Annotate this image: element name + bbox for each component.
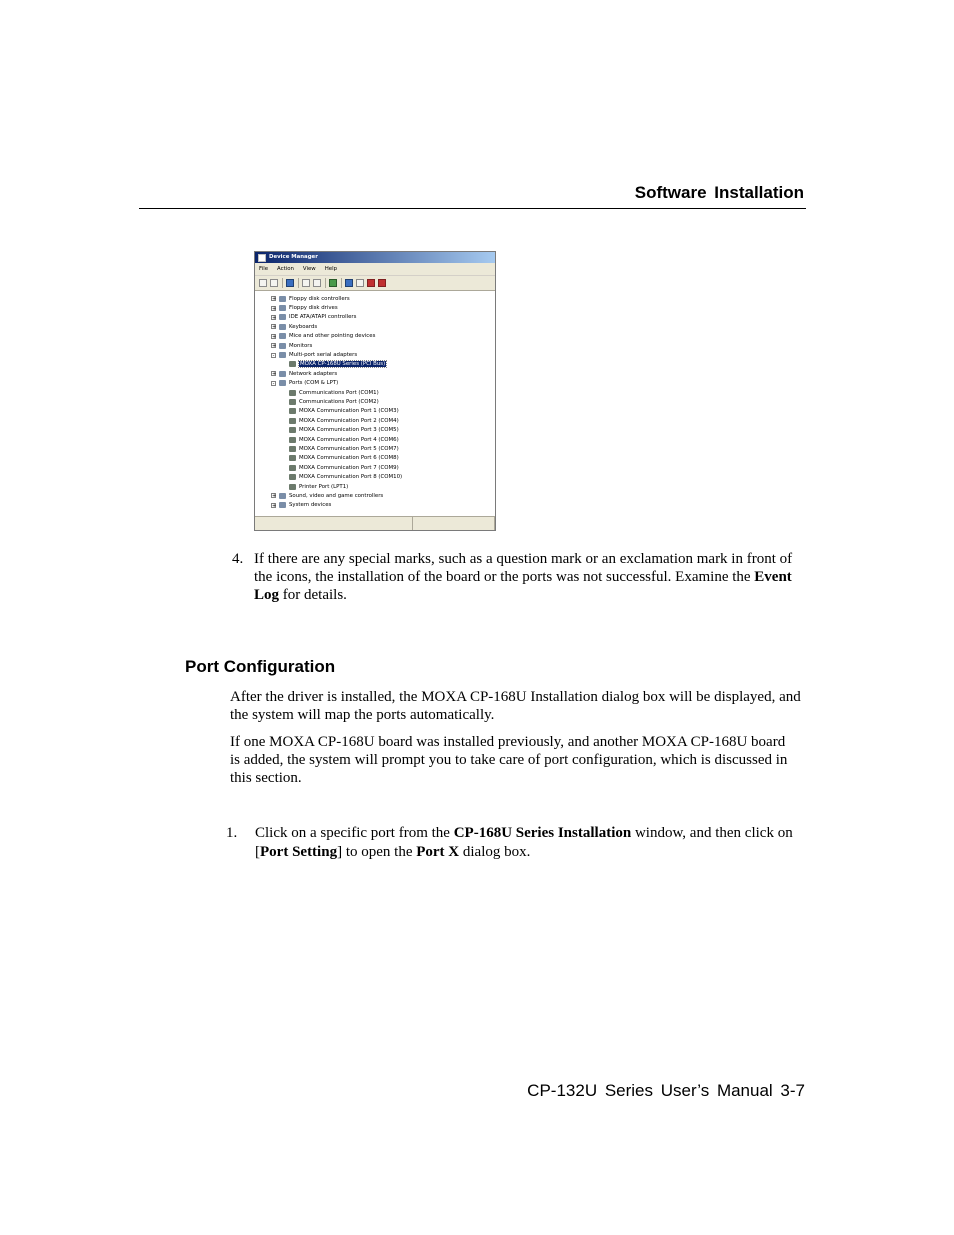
properties-icon[interactable] xyxy=(302,279,310,287)
tree-item-label: Monitors xyxy=(289,342,313,349)
tree-item-label: Printer Port (LPT1) xyxy=(299,483,349,490)
tree-item-label: Multi-port serial adapters xyxy=(289,352,358,359)
expand-icon[interactable]: + xyxy=(272,305,277,312)
step-1-text-part: dialog box. xyxy=(459,844,531,860)
device-manager-icon xyxy=(258,254,266,262)
step-1-text-part: ] to open the xyxy=(337,844,417,860)
tree-item[interactable] xyxy=(255,407,495,416)
page-footer: CP-132U Series User’s Manual 3-7 xyxy=(527,1081,805,1100)
device-category-icon xyxy=(279,493,286,499)
tree-item[interactable] xyxy=(255,425,495,434)
tree-line-icon xyxy=(281,409,286,414)
tree-item-label: MOXA Communication Port 7 (COM9) xyxy=(299,464,399,471)
port-device-icon xyxy=(289,437,296,443)
device-category-icon xyxy=(279,296,286,302)
device-category-icon xyxy=(279,343,286,349)
tree-item[interactable] xyxy=(255,397,495,406)
port-device-icon xyxy=(289,465,296,471)
tree-item-label: Ports (COM & LPT) xyxy=(289,380,339,387)
section-heading: Port Configuration xyxy=(185,657,336,676)
step-1-text-part: window, and then click on [ xyxy=(255,825,793,860)
tree-item-label: Floppy disk controllers xyxy=(289,295,350,302)
tree-item-label: IDE ATA/ATAPI controllers xyxy=(289,314,357,321)
toolbar-separator xyxy=(298,278,299,288)
tree-item-label: MOXA Communication Port 6 (COM8) xyxy=(299,455,399,462)
device-category-icon xyxy=(279,502,286,508)
paragraph-driver-installed: After the driver is installed, the MOXA CP-168U Installation dialog box will be displayed, and the system will map the ports automatically. xyxy=(230,689,801,723)
menu-view[interactable]: View xyxy=(302,266,316,272)
device-manager-screenshot xyxy=(254,251,496,531)
tree-line-icon xyxy=(281,390,286,395)
device-category-icon xyxy=(279,314,286,320)
device-manager-titlebar xyxy=(255,252,495,263)
tree-item-label: Mice and other pointing devices xyxy=(289,333,376,340)
expand-icon[interactable]: + xyxy=(272,296,277,303)
tree-item-label: Sound, video and game controllers xyxy=(289,492,384,499)
menu-file[interactable]: File xyxy=(259,266,269,272)
tree-item[interactable] xyxy=(255,463,495,472)
expand-icon[interactable]: + xyxy=(272,333,277,340)
tree-item[interactable] xyxy=(255,388,495,397)
tree-item[interactable] xyxy=(255,332,495,341)
status-pane xyxy=(413,517,495,530)
device-manager-statusbar xyxy=(255,516,495,530)
expand-icon[interactable]: + xyxy=(272,502,277,509)
header-rule xyxy=(139,208,806,209)
tree-line-icon xyxy=(281,456,286,461)
port-device-icon xyxy=(289,474,296,480)
tree-item[interactable] xyxy=(255,322,495,331)
menu-help[interactable]: Help xyxy=(324,266,338,272)
tree-line-icon xyxy=(281,437,286,442)
tree-item-label: Network adapters xyxy=(289,370,338,377)
expand-icon[interactable]: + xyxy=(272,314,277,321)
tree-line-icon xyxy=(281,475,286,480)
paragraph-board-added: If one MOXA CP-168U board was installed previously, and another MOXA CP-168U board is added, the system will prompt you to take care of port configuration, which is discussed in this section. xyxy=(230,734,788,786)
toolbar-separator xyxy=(341,278,342,288)
toolbar-separator xyxy=(325,278,326,288)
tree-item-label: MOXA Communication Port 2 (COM4) xyxy=(299,417,399,424)
step-4-number: 4. xyxy=(232,551,244,567)
running-head: Software Installation xyxy=(634,183,804,202)
step-4-text-part: for details. xyxy=(279,587,347,603)
uninstall-device-icon[interactable] xyxy=(378,279,386,287)
device-category-icon xyxy=(279,324,286,330)
tree-item[interactable] xyxy=(255,482,495,491)
tree-item[interactable] xyxy=(255,454,495,463)
device-category-icon xyxy=(279,352,286,358)
up-icon[interactable] xyxy=(286,279,294,287)
port-device-icon xyxy=(289,418,296,424)
tree-item[interactable] xyxy=(255,491,495,500)
tree-line-icon xyxy=(281,362,286,367)
device-manager-menubar xyxy=(255,263,495,276)
tree-line-icon xyxy=(281,399,286,404)
collapse-icon[interactable]: - xyxy=(272,352,275,359)
port-setting-term: Port Setting xyxy=(260,844,338,860)
port-device-icon xyxy=(289,399,296,405)
expand-icon[interactable]: + xyxy=(272,343,277,350)
port-x-term: Port X xyxy=(416,844,460,860)
tree-item-label: MOXA CP-168U Series (PCI Bus) xyxy=(300,361,386,368)
disable-device-icon[interactable] xyxy=(367,279,375,287)
step-4-text xyxy=(254,550,814,604)
scan-hardware-icon[interactable] xyxy=(345,279,353,287)
tree-line-icon xyxy=(281,418,286,423)
device-category-icon xyxy=(279,333,286,339)
port-device-icon xyxy=(289,390,296,396)
step-1-text-part: Click on a specific port from the xyxy=(255,825,454,841)
tree-item-label: System devices xyxy=(289,502,332,509)
tree-item-label: MOXA Communication Port 3 (COM5) xyxy=(299,427,399,434)
collapse-icon[interactable]: - xyxy=(272,380,275,387)
event-log-term: Event Log xyxy=(254,569,792,603)
menu-action[interactable]: Action xyxy=(277,266,294,272)
port-device-icon xyxy=(289,446,296,452)
tree-item[interactable] xyxy=(255,379,495,388)
tree-item[interactable] xyxy=(255,294,495,303)
device-manager-title: Device Manager xyxy=(269,254,318,260)
tree-item[interactable] xyxy=(255,416,495,425)
tree-item[interactable] xyxy=(255,501,495,510)
tree-item-label: MOXA Communication Port 4 (COM6) xyxy=(299,436,399,443)
expand-icon[interactable]: + xyxy=(272,371,277,378)
tree-item[interactable] xyxy=(255,350,495,359)
device-category-icon xyxy=(279,371,286,377)
tree-item-label: Communications Port (COM2) xyxy=(299,398,379,405)
tree-item[interactable] xyxy=(255,472,495,481)
tree-line-icon xyxy=(281,484,286,489)
port-device-icon xyxy=(289,408,296,414)
tree-item-label: Keyboards xyxy=(289,323,318,330)
tree-item[interactable] xyxy=(255,444,495,453)
tree-item-label: Communications Port (COM1) xyxy=(299,389,379,396)
print-icon[interactable] xyxy=(313,279,321,287)
tree-item[interactable] xyxy=(255,435,495,444)
step-1-text xyxy=(255,824,815,862)
help-icon[interactable] xyxy=(329,279,337,287)
device-manager-toolbar xyxy=(255,276,495,291)
port-device-icon xyxy=(289,484,296,490)
tree-line-icon xyxy=(281,465,286,470)
device-category-icon xyxy=(279,380,286,386)
expand-icon[interactable]: + xyxy=(272,493,277,500)
status-pane xyxy=(255,517,413,530)
tree-item[interactable] xyxy=(255,369,495,378)
tree-item[interactable] xyxy=(255,313,495,322)
port-device-icon xyxy=(289,361,296,367)
installation-window-term: CP-168U Series Installation xyxy=(453,825,632,841)
device-tree xyxy=(255,291,495,513)
tree-item-label: Floppy disk drives xyxy=(289,305,338,312)
forward-icon[interactable] xyxy=(270,279,278,287)
tree-item-label: MOXA Communication Port 5 (COM7) xyxy=(299,445,399,452)
tree-line-icon xyxy=(281,428,286,433)
tree-line-icon xyxy=(281,446,286,451)
update-driver-icon[interactable] xyxy=(356,279,364,287)
tree-item-label: MOXA Communication Port 1 (COM3) xyxy=(299,408,399,415)
tree-item[interactable] xyxy=(255,303,495,312)
step-1-number: 1. xyxy=(226,825,238,841)
toolbar-separator xyxy=(282,278,283,288)
expand-icon[interactable]: + xyxy=(272,324,277,331)
back-icon[interactable] xyxy=(259,279,267,287)
tree-item[interactable] xyxy=(255,360,495,369)
step-4-text-part: If there are any special marks, such as a question mark or an exclamation mark in front of the icons, the installation of the board or the ports was not successful. Examine the xyxy=(254,551,793,585)
port-device-icon xyxy=(289,455,296,461)
tree-item[interactable] xyxy=(255,341,495,350)
device-category-icon xyxy=(279,305,286,311)
tree-item-label: MOXA Communication Port 8 (COM10) xyxy=(299,474,403,481)
port-device-icon xyxy=(289,427,296,433)
